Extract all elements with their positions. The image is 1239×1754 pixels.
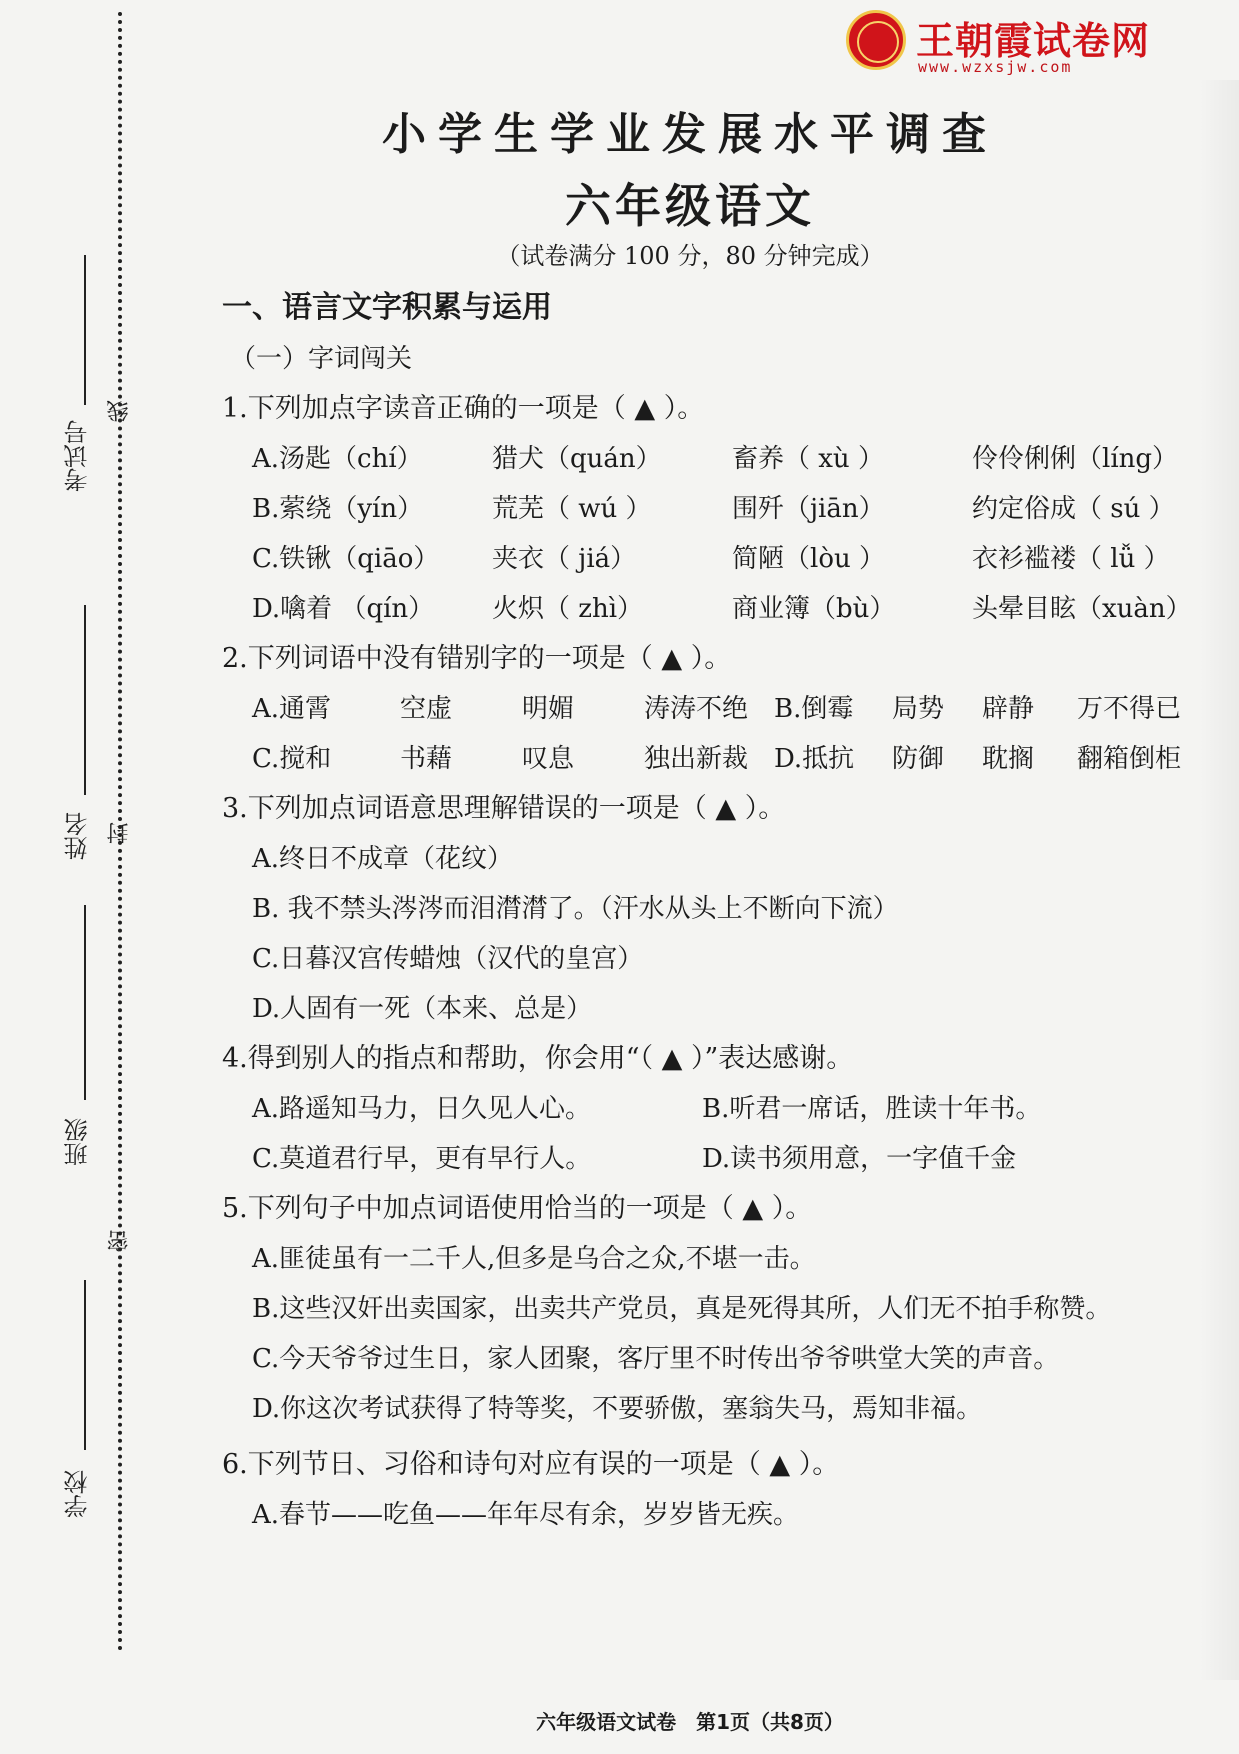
word-cell: 翻箱倒柜 <box>1077 744 1182 774</box>
option-cell: 伶伶俐俐（líng） <box>972 444 1179 474</box>
word-cell: 叹息 <box>522 744 575 774</box>
logo-seal-icon <box>846 10 906 70</box>
word-cell: 涛涛不绝 <box>644 694 749 724</box>
option-cell: B.萦绕（yín） <box>252 494 424 524</box>
student-name-blank <box>84 605 86 795</box>
option-cell: 畜养（ xù ） <box>732 444 884 474</box>
option-cell: 荒芜（ wú ） <box>492 494 652 524</box>
school-blank <box>84 1280 86 1450</box>
section-title: 一、语言文字积累与运用 <box>222 290 552 325</box>
word-cell: 空虚 <box>400 694 453 724</box>
school-label: 学校 <box>64 1470 92 1518</box>
option-cell: 简陋（lòu ） <box>732 544 885 574</box>
question-4-stem: 4.得到别人的指点和帮助，你会用“（ ▲ ）”表达感谢。 <box>222 1043 854 1074</box>
option-cell: 火炽（ zhì） <box>492 594 644 624</box>
option-cell: 夹衣（ jiá） <box>492 544 637 574</box>
option-cell: C.莫道君行早，更有早行人。 <box>252 1144 592 1174</box>
word-cell: 明媚 <box>522 694 575 724</box>
option-cell: C.铁锹（qiāo） <box>252 544 440 574</box>
option-cell: D.噙着 （qín） <box>252 594 435 624</box>
question-2-row-ab <box>222 684 1212 734</box>
word-cell: 耽搁 <box>982 744 1035 774</box>
exam-note: （试卷满分 100 分，80 分钟完成） <box>496 242 884 270</box>
word-cell: C.搅和 <box>252 744 332 774</box>
word-cell: 防御 <box>892 744 945 774</box>
question-5-option: C.今天爷爷过生日，家人团聚，客厅里不时传出爷爷哄堂大笑的声音。 <box>252 1344 1060 1374</box>
word-cell: 辟静 <box>982 694 1035 724</box>
question-1-stem: 1.下列加点字读音正确的一项是（ ▲ ）。 <box>222 393 705 424</box>
question-4-row-ab <box>222 1084 1212 1134</box>
option-cell: 衣衫褴褛（ lǚ ） <box>972 544 1170 574</box>
word-cell: 万不得已 <box>1077 694 1182 724</box>
word-cell: D.抵抗 <box>774 744 855 774</box>
question-3-option: B. 我不禁头涔涔而泪潸潸了。（汗水从头上不断向下流） <box>252 894 899 924</box>
binding-mark-secret: 密 <box>107 1230 132 1252</box>
question-2-stem: 2.下列词语中没有错别字的一项是（ ▲ ）。 <box>222 643 732 674</box>
word-cell: B.倒霉 <box>774 694 854 724</box>
word-cell: 书藉 <box>400 744 453 774</box>
question-5-option: A.匪徒虽有一二千人,但多是乌合之众,不堪一击。 <box>252 1244 816 1274</box>
binding-mark-seal: 封 <box>107 822 132 844</box>
word-cell: A.通霄 <box>252 694 332 724</box>
word-cell: 局势 <box>892 694 945 724</box>
option-cell: 约定俗成（ sú ） <box>972 494 1175 524</box>
question-1-row-c <box>222 534 1212 584</box>
option-cell: 头晕目眩（xuàn） <box>972 594 1192 624</box>
site-logo <box>846 10 1166 80</box>
class-blank <box>84 905 86 1100</box>
exam-title: 小学生学业发展水平调查 <box>382 109 998 160</box>
page-footer: 六年级语文试卷 第1页（共8页） <box>536 1710 844 1734</box>
option-cell: A.汤匙（chí） <box>252 444 423 474</box>
logo-name: 王朝霞试卷网 <box>916 19 1151 63</box>
question-3-option: D.人固有一死（本来、总是） <box>252 994 593 1024</box>
question-3-stem: 3.下列加点词语意思理解错误的一项是（ ▲ ）。 <box>222 793 786 824</box>
option-cell: B.听君一席话，胜读十年书。 <box>702 1094 1042 1124</box>
part-title: （一）字词闯关 <box>230 344 413 374</box>
question-5-option: B.这些汉奸出卖国家，出卖共产党员，真是死得其所，人们无不拍手称赞。 <box>252 1294 1112 1324</box>
option-cell: A.路遥知马力，日久见人心。 <box>252 1094 592 1124</box>
question-5-stem: 5.下列句子中加点词语使用恰当的一项是（ ▲ ）。 <box>222 1193 813 1224</box>
question-1-row-a <box>222 434 1212 484</box>
exam-number-label: 考试号 <box>64 420 92 492</box>
student-name-label: 姓名 <box>64 812 92 860</box>
option-cell: 围歼（jiān） <box>732 494 885 524</box>
exam-subtitle: 六年级语文 <box>565 179 815 233</box>
exam-number-blank <box>84 255 86 405</box>
option-cell: 商业簿（bù） <box>732 594 896 624</box>
option-cell: D.读书须用意，一字值千金 <box>702 1144 1017 1174</box>
question-2-row-cd <box>222 734 1212 784</box>
question-1-row-b <box>222 484 1212 534</box>
logo-url: www.wzxsjw.com <box>918 58 1073 76</box>
question-3-option: A.终日不成章（花纹） <box>252 844 514 874</box>
class-label: 班级 <box>64 1118 92 1166</box>
question-3-option: C.日暮汉宫传蜡烛（汉代的皇宫） <box>252 944 644 974</box>
word-cell: 独出新裁 <box>644 744 749 774</box>
question-5-option: D.你这次考试获得了特等奖，不要骄傲，塞翁失马，焉知非福。 <box>252 1394 983 1424</box>
exam-content <box>222 282 1212 1540</box>
question-1-row-d <box>222 584 1212 634</box>
binding-mark-line: 线 <box>107 400 132 422</box>
option-cell: 猎犬（quán） <box>492 444 662 474</box>
question-4-row-cd <box>222 1134 1212 1184</box>
question-6-option: A.春节——吃鱼——年年尽有余，岁岁皆无疾。 <box>252 1500 800 1530</box>
question-6-stem: 6.下列节日、习俗和诗句对应有误的一项是（ ▲ ）。 <box>222 1449 840 1480</box>
